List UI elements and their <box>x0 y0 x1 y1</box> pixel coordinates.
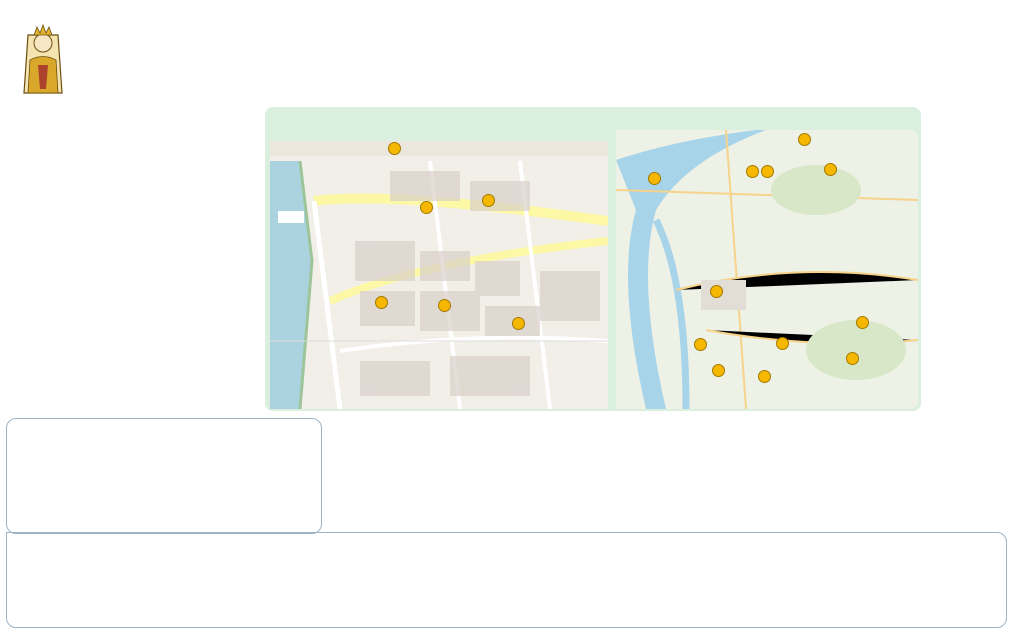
place-badge <box>758 370 771 383</box>
place-badge <box>761 165 774 178</box>
region-place-tarascon[interactable] <box>710 285 723 298</box>
region-place-frigolet[interactable] <box>824 163 837 176</box>
map-marker-e[interactable] <box>438 299 451 312</box>
region-place-notre-dame[interactable] <box>816 352 859 365</box>
map-marker-a[interactable] <box>375 296 388 309</box>
place-badge <box>712 364 725 377</box>
place-badge <box>694 338 707 351</box>
place-badge <box>856 316 869 329</box>
place-badge <box>846 352 859 365</box>
place-badge <box>648 172 661 185</box>
cure-box <box>6 418 322 534</box>
map-marker-c[interactable] <box>512 317 525 330</box>
map-marker-b[interactable] <box>420 201 433 214</box>
place-badge <box>824 163 837 176</box>
region-place-boulbon[interactable] <box>746 165 774 178</box>
map-marker-d[interactable] <box>482 194 495 207</box>
region-place-saint-julien[interactable] <box>798 133 811 146</box>
place-badge <box>746 165 759 178</box>
seal-logo <box>4 5 82 97</box>
region-place-lansac[interactable] <box>712 364 725 377</box>
tarascon-header <box>270 141 608 156</box>
tarascon-map[interactable] <box>270 141 608 409</box>
place-badge <box>776 337 789 350</box>
region-map[interactable] <box>616 130 918 409</box>
clergy-box <box>6 532 1007 628</box>
place-badge <box>798 133 811 146</box>
region-place-saint-etienne[interactable] <box>776 337 789 350</box>
place-badge <box>710 285 723 298</box>
region-place-mas-blanc[interactable] <box>826 316 869 329</box>
region-place-saint-pierre[interactable] <box>648 172 661 185</box>
tarascon-badge <box>388 142 401 155</box>
region-place-saint-gabriel[interactable] <box>758 370 771 383</box>
region-place-petit-castelet[interactable] <box>694 338 707 351</box>
